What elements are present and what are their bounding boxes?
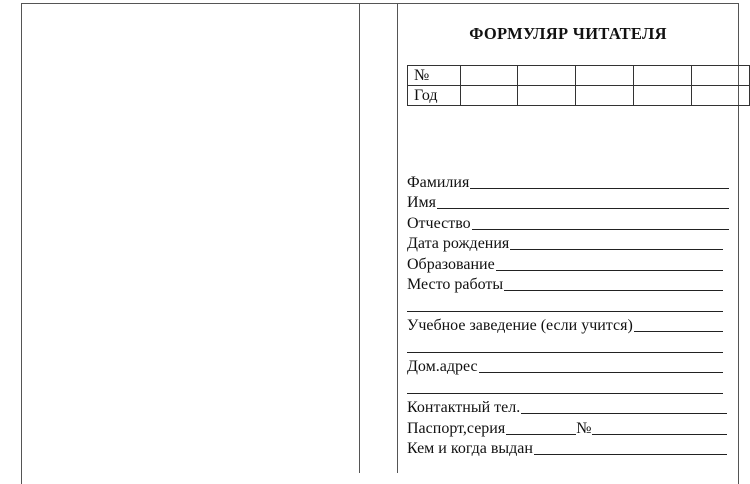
number-cell[interactable]: [576, 66, 634, 86]
form-title: ФОРМУЛЯР ЧИТАТЕЛЯ: [469, 24, 667, 43]
education-label: Образование: [407, 255, 495, 273]
school-row-2: [407, 335, 729, 356]
surname-label: Фамилия: [407, 173, 470, 191]
address-row: [407, 356, 729, 377]
patronymic-label: Отчество: [407, 214, 471, 232]
phone-label: Контактный тел.: [407, 399, 521, 416]
education-row: [407, 253, 729, 274]
phone-field[interactable]: [521, 413, 727, 414]
number-cell[interactable]: [692, 66, 750, 86]
address-field[interactable]: [479, 372, 723, 373]
year-label: Год: [408, 86, 461, 106]
issued-row: [407, 438, 729, 459]
year-cell[interactable]: [634, 86, 692, 106]
surname-field[interactable]: [470, 188, 729, 189]
number-cell[interactable]: [634, 66, 692, 86]
issued-label: Кем и когда выдан: [407, 440, 533, 457]
issued-field[interactable]: [534, 454, 727, 455]
fold-line: [397, 3, 398, 473]
passport-number-label: №: [576, 419, 592, 437]
patronymic-field[interactable]: [472, 229, 729, 230]
workplace-field[interactable]: [504, 290, 723, 291]
workplace-row-2: [407, 294, 729, 315]
surname-row: [407, 171, 729, 192]
passport-number-field[interactable]: [592, 434, 727, 435]
table-row: [408, 86, 750, 106]
number-cell[interactable]: [518, 66, 576, 86]
education-field[interactable]: [496, 270, 723, 271]
year-cell[interactable]: [518, 86, 576, 106]
address-field-2[interactable]: [407, 393, 723, 394]
address-label: Дом.адрес: [407, 358, 478, 375]
birth-date-label: Дата рождения: [407, 235, 510, 252]
reader-fields: [407, 171, 729, 458]
year-cell[interactable]: [576, 86, 634, 106]
passport-series-field[interactable]: [506, 434, 576, 435]
name-label: Имя: [407, 194, 437, 211]
name-row: [407, 192, 729, 213]
number-cell[interactable]: [460, 66, 518, 86]
birth-date-field[interactable]: [510, 249, 723, 250]
passport-series-label: Паспорт,серия: [407, 419, 506, 437]
passport-row: [407, 417, 729, 438]
workplace-field-2[interactable]: [407, 311, 723, 312]
table-row: [408, 66, 750, 86]
school-row: [407, 315, 729, 336]
number-label: №: [408, 66, 461, 86]
workplace-row: [407, 274, 729, 295]
birth-date-row: [407, 233, 729, 254]
patronymic-row: [407, 212, 729, 233]
school-label: Учебное заведение (если учится): [407, 317, 633, 334]
fold-line: [359, 3, 360, 473]
number-year-table: [407, 65, 750, 106]
name-field[interactable]: [437, 208, 729, 209]
year-cell[interactable]: [460, 86, 518, 106]
address-row-2: [407, 376, 729, 397]
year-cell[interactable]: [692, 86, 750, 106]
school-field-2[interactable]: [407, 352, 723, 353]
phone-row: [407, 397, 729, 418]
workplace-label: Место работы: [407, 276, 504, 293]
school-field[interactable]: [634, 331, 723, 332]
